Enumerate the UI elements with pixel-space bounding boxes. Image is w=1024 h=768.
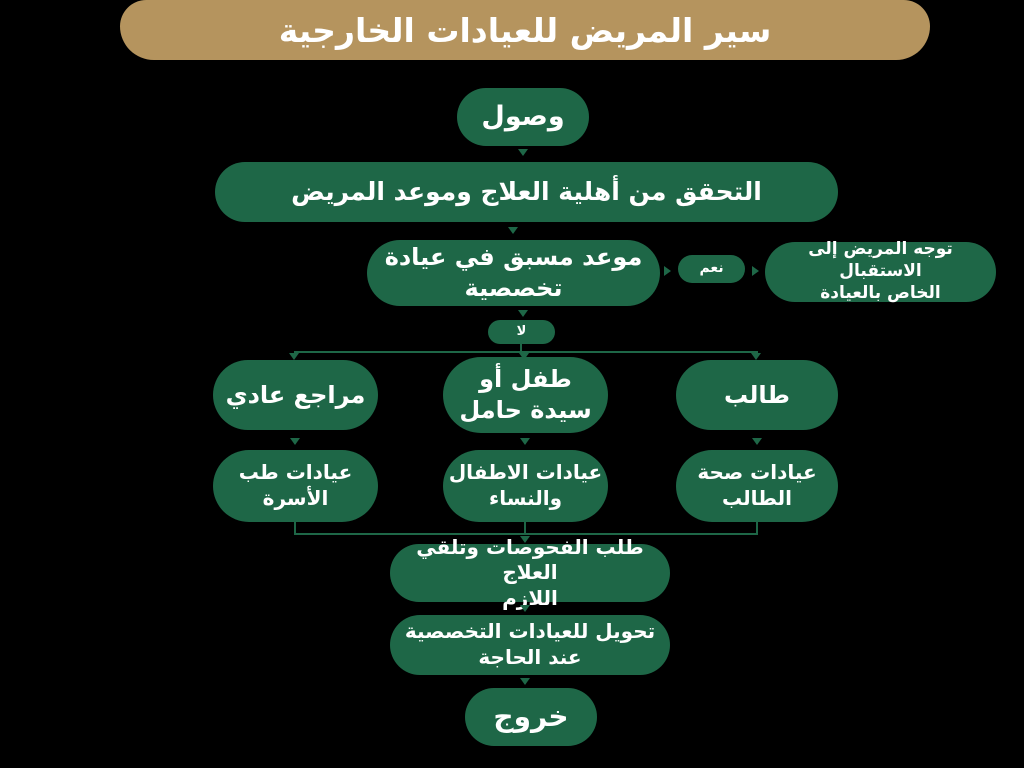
clinic-children-line-1: عيادات الاطفال <box>448 460 603 485</box>
referral-line-1: تحويل للعيادات التخصصية <box>404 619 656 644</box>
clinic-student-line-1: عيادات صحة <box>697 460 817 485</box>
tests-line-1: طلب الفحوصات وتلقي العلاج <box>416 534 644 585</box>
arrow-down-icon <box>518 310 528 317</box>
yes-label: نعم <box>699 260 724 277</box>
branch-student-label: طالب <box>723 380 791 409</box>
arrow-down-icon <box>520 438 530 445</box>
node-clinic-family-medicine <box>213 450 378 522</box>
node-branch-regular-visitor <box>213 360 378 430</box>
arrow-down-icon <box>289 353 299 360</box>
decision-line-1: موعد مسبق في عيادة <box>384 243 643 272</box>
node-verify-label: التحقق من أهلية العلاج وموعد المريض <box>291 177 762 206</box>
clinic-family-line-1: عيادات طب <box>238 460 353 485</box>
node-exit <box>465 688 597 746</box>
arrow-down-icon <box>508 227 518 234</box>
branch-child-line-1: طفل أو <box>479 365 572 394</box>
node-arrival <box>457 88 589 146</box>
arrow-down-icon <box>518 149 528 156</box>
reception-line-2: الخاص بالعيادة <box>820 282 941 303</box>
decision-line-2: تخصصية <box>464 274 563 302</box>
node-branch-child-or-pregnant <box>443 357 608 433</box>
node-branch-student <box>676 360 838 430</box>
node-referral-specialty <box>390 615 670 675</box>
badge-no <box>488 320 555 344</box>
arrow-right-icon <box>752 266 759 276</box>
node-clinic-reception <box>765 239 996 303</box>
page-title: سير المريض للعيادات الخارجية <box>278 10 772 50</box>
clinic-student-line-2: الطالب <box>721 486 793 510</box>
node-clinic-student-health <box>676 450 838 522</box>
reception-line-1: توجه المريض إلى الاستقبال <box>808 239 953 282</box>
tests-line-2: اللازم <box>502 585 558 610</box>
referral-line-2: عند الحاجة <box>478 645 582 669</box>
node-tests-treatment <box>390 534 670 610</box>
node-exit-label: خروج <box>493 700 569 734</box>
node-verify-eligibility <box>215 162 838 222</box>
clinic-family-line-2: الأسرة <box>262 486 329 510</box>
arrow-down-icon <box>520 678 530 685</box>
arrow-down-icon <box>751 353 761 360</box>
badge-yes <box>678 255 745 283</box>
branch-child-line-2: سيدة حامل <box>459 396 592 424</box>
title-banner <box>120 0 930 60</box>
node-arrival-label: وصول <box>481 100 565 132</box>
arrow-right-icon <box>664 266 671 276</box>
node-decision-prior-appointment <box>367 240 660 306</box>
arrow-down-icon <box>520 605 530 612</box>
arrow-down-icon <box>290 438 300 445</box>
no-label: لا <box>516 323 527 339</box>
branch-regular-label: مراجع عادي <box>225 380 366 409</box>
clinic-children-line-2: والنساء <box>488 486 563 510</box>
node-clinic-children-women <box>443 450 608 522</box>
arrow-down-icon <box>752 438 762 445</box>
